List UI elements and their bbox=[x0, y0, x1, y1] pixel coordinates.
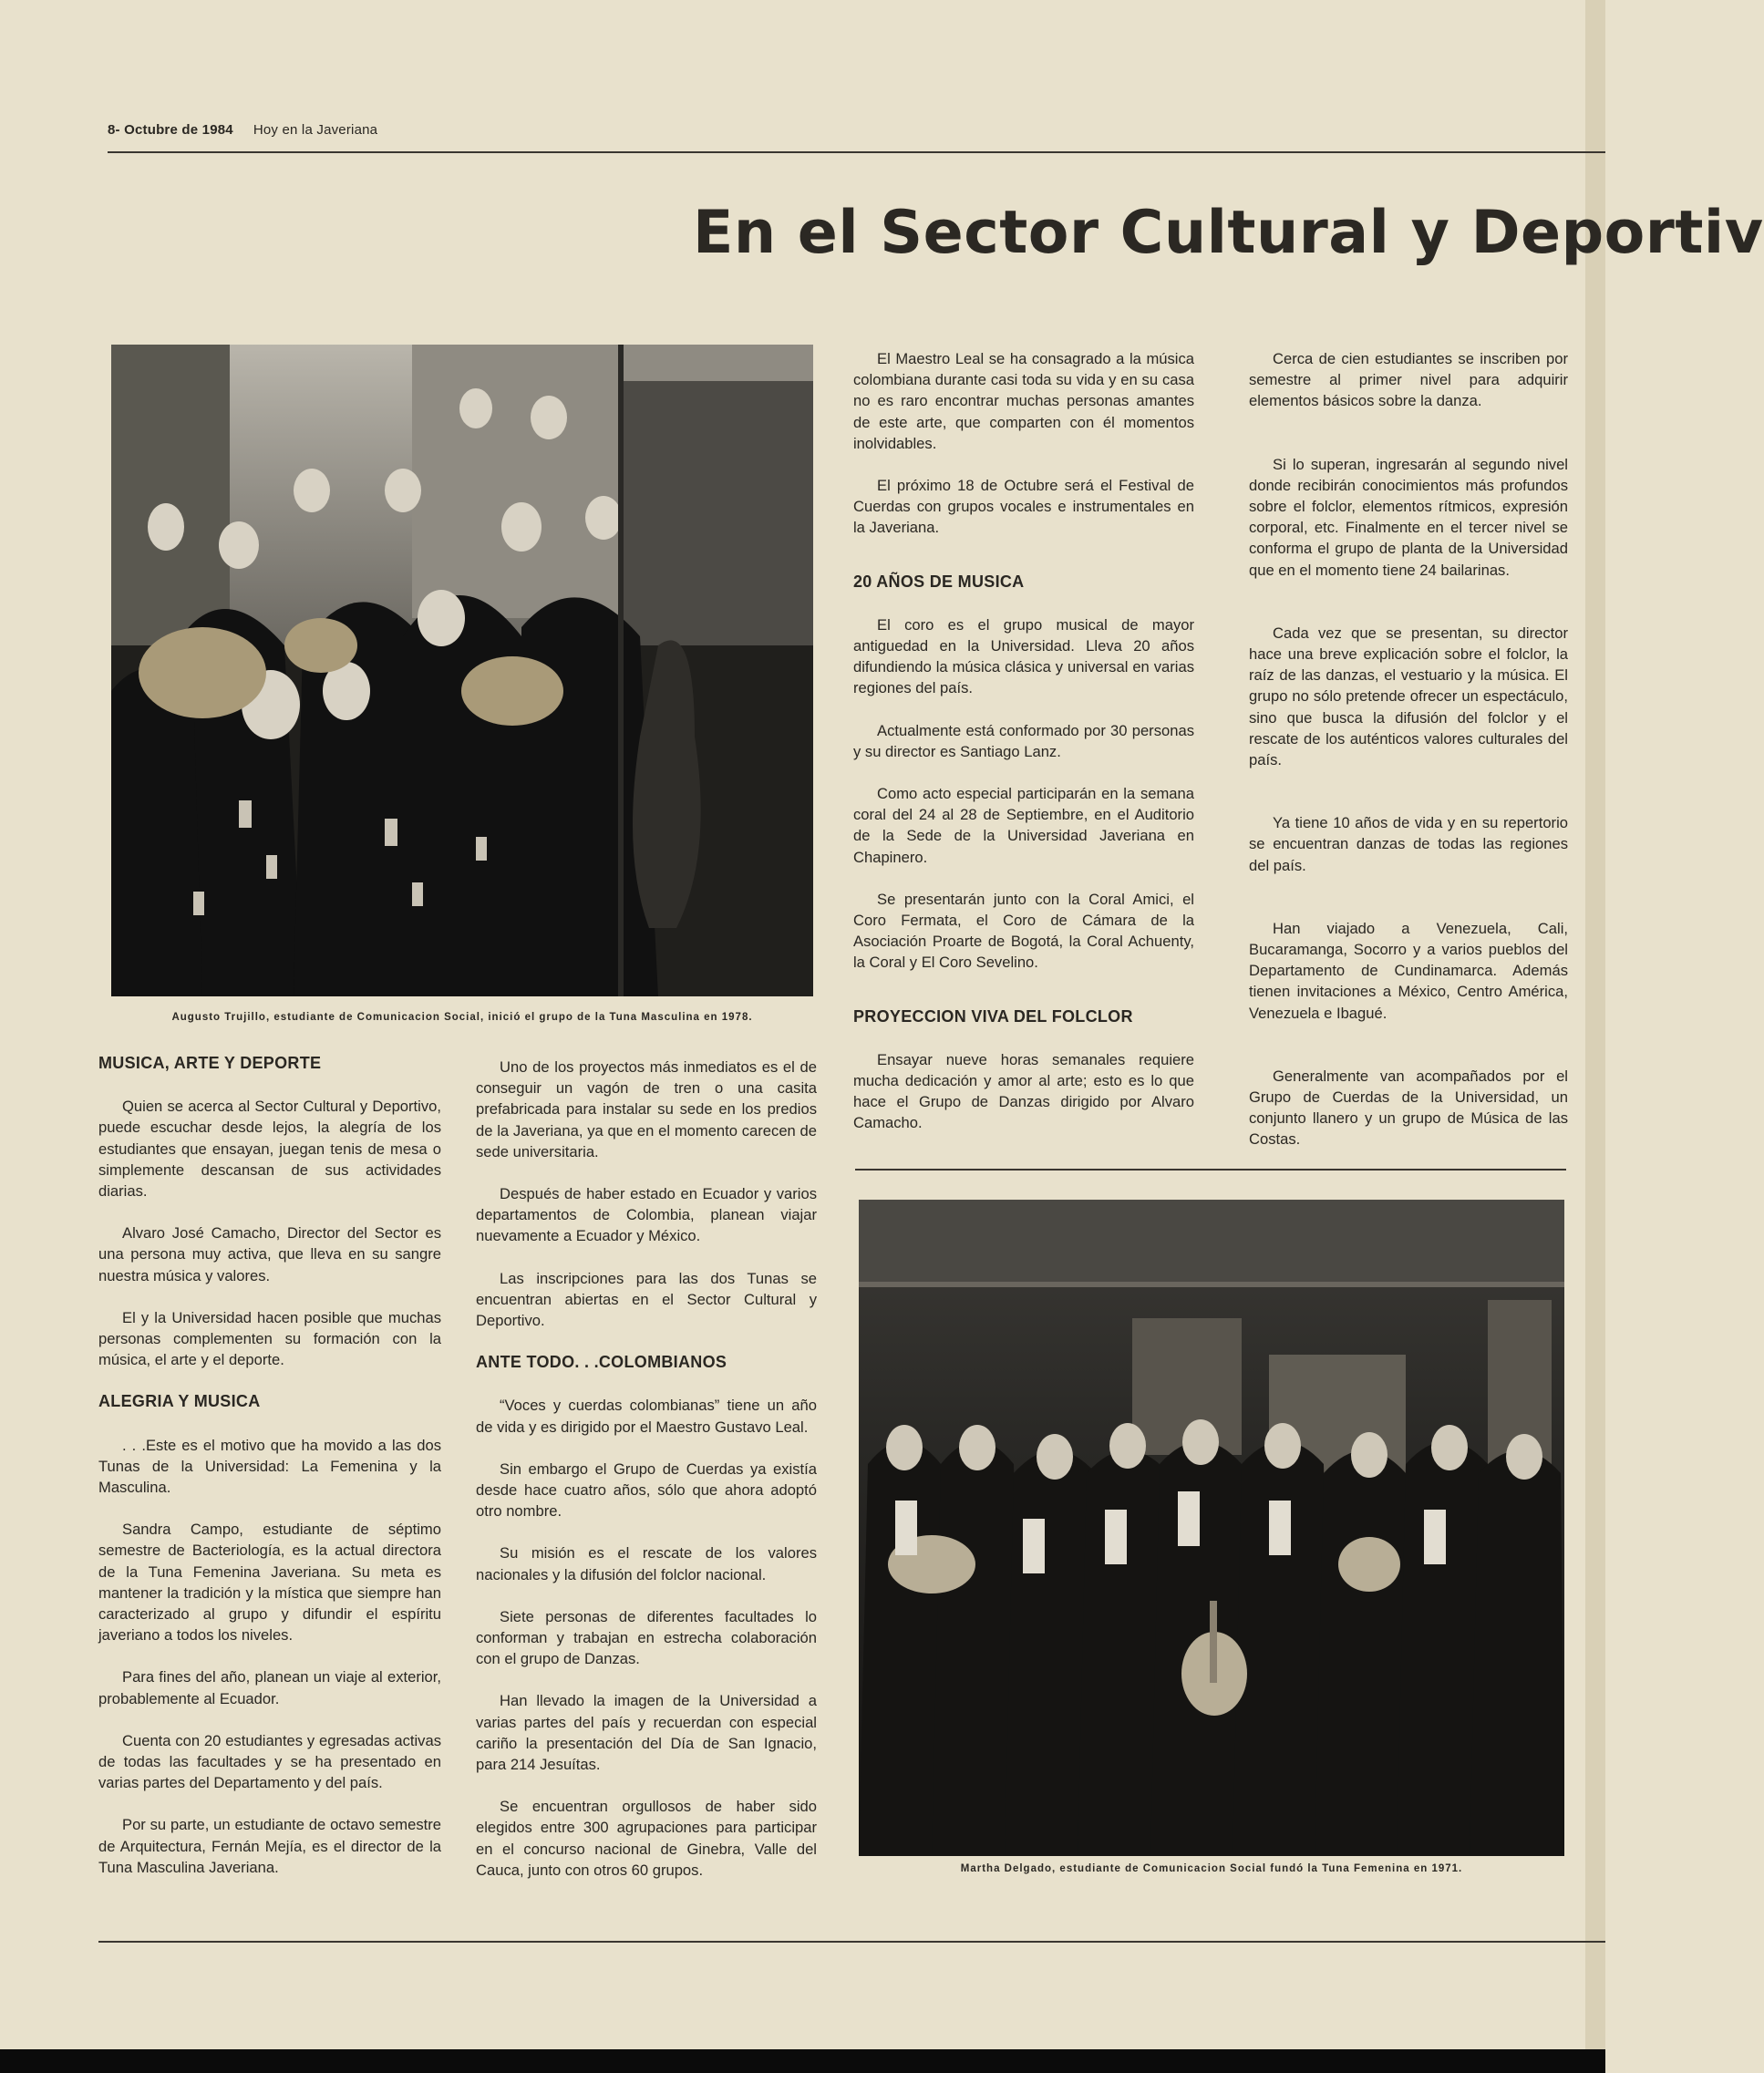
photo-tuna-masculina-illustration bbox=[111, 345, 813, 996]
paragraph: Ya tiene 10 años de vida y en su repertorio se encuentran danzas de todas las regiones del país. bbox=[1249, 814, 1568, 874]
scan-border bbox=[0, 2049, 1605, 2073]
paragraph: El coro es el grupo musical de mayor antiguedad en la Universidad. Lleva 20 años difundiendo la música clásica y universal en varias regiones del país. bbox=[853, 615, 1194, 697]
paragraph: Como acto especial participarán en la semana coral del 24 al 28 de Septiembre, en el Auditorio de la Sede de la Universidad Javeriana en Chapinero. bbox=[853, 785, 1194, 866]
paragraph: Han llevado la imagen de la Universidad a varias partes del país y recuerdan con especial cariño la presentación del Día de San Ignacio, para 214 Jesuítas. bbox=[476, 1692, 817, 1774]
page-header bbox=[108, 122, 377, 138]
section-rule bbox=[855, 1169, 1566, 1171]
paragraph: Si lo superan, ingresarán al segundo nivel donde recibirán conocimientos más profundos sobre el folclor, elementos rítmicos, expresión corporal, etc. Finalmente en el tercer nivel se conforma el grupo de planta de la Universidad que en el momento tiene 24 bailarinas. bbox=[1249, 455, 1568, 579]
photo-tuna-masculina bbox=[111, 345, 813, 996]
paragraph: Sandra Campo, estudiante de séptimo semestre de Bacteriología, es la actual directora de la Tuna Femenina Javeriana. Su meta es mantener la tradición y la mística que siempre han caracterizado al grupo y difundir el espíritu javeriano a todos los niveles. bbox=[98, 1521, 441, 1645]
photo-tuna-masculina-caption: Augusto Trujillo, estudiante de Comunicacion Social, inició el grupo de la Tuna Masculina en 1978. bbox=[171, 1012, 753, 1023]
section-heading-proyeccion-viva-folclor: PROYECCION VIVA DEL FOLCLOR bbox=[853, 1006, 1133, 1026]
paragraph: Por su parte, un estudiante de octavo semestre de Arquitectura, Fernán Mejía, es el director de la Tuna Masculina Javeriana. bbox=[98, 1816, 441, 1876]
paragraph: Quien se acerca al Sector Cultural y Deportivo, puede escuchar desde lejos, la alegría de los estudiantes que ensayan, juegan tenis de mesa o simplemente descansan de sus actividades diarias. bbox=[98, 1098, 441, 1201]
paragraph: Han viajado a Venezuela, Cali, Bucaramanga, Socorro y a varios pueblos del Departamento de Cundinamarca. Además tienen invitaciones a México, Centro América, Venezuela e Ibagué. bbox=[1249, 919, 1568, 1022]
section-heading-ante-todo-colombianos: ANTE TODO. . .COLOMBIANOS bbox=[476, 1353, 727, 1372]
paragraph: Se encuentran orgullosos de haber sido elegidos entre 300 agrupaciones para participar en el concurso nacional de Ginebra, Valle del Cauca, junto con otros 60 grupos. bbox=[476, 1798, 817, 1879]
paragraph: Generalmente van acompañados por el Grupo de Cuerdas de la Universidad, un conjunto llanero y un grupo de Música de las Costas. bbox=[1249, 1067, 1568, 1149]
paragraph: Sin embargo el Grupo de Cuerdas ya existía desde hace cuatro años, sólo que ahora adoptó otro nombre. bbox=[476, 1459, 817, 1521]
paragraph: Alvaro José Camacho, Director del Sector es una persona muy activa, que lleva en su sangre nuestra música y valores. bbox=[98, 1224, 441, 1284]
column-3 bbox=[853, 348, 1194, 1155]
header-rule bbox=[108, 151, 1605, 153]
photo-tuna-femenina-caption: Martha Delgado, estudiante de Comunicacion Social fundó la Tuna Femenina en 1971. bbox=[960, 1863, 1463, 1874]
paragraph: El y la Universidad hacen posible que muchas personas complementen su formación con la música, el arte y el deporte. bbox=[98, 1308, 441, 1369]
section-heading-alegria-musica: ALEGRIA Y MUSICA bbox=[98, 1392, 261, 1411]
footer-rule bbox=[98, 1941, 1605, 1943]
paragraph: Ensayar nueve horas semanales requiere mucha dedicación y amor al arte; esto es lo que hace el Grupo de Danzas dirigido por Alvaro Camacho. bbox=[853, 1050, 1194, 1132]
paragraph: Uno de los proyectos más inmediatos es el de conseguir un vagón de tren o una casita prefabricada para instalar su sede en los predios de la Javeriana, ya que en el momento carecen de sede universitaria. bbox=[476, 1058, 817, 1160]
paragraph: El Maestro Leal se ha consagrado a la música colombiana durante casi toda su vida y en su casa no es raro encontrar muchas personas amantes de este arte, que comparten con él momentos inolvidables. bbox=[853, 350, 1194, 452]
paragraph: Cerca de cien estudiantes se inscriben por semestre al primer nivel para adquirir elementos básicos sobre la danza. bbox=[1249, 350, 1568, 410]
paragraph: Se presentarán junto con la Coral Amici, el Coro Fermata, el Coro de Cámara de la Asociación Proarte de Bogotá, la Coral Achuenty, la Coral y El Coro Sevelino. bbox=[853, 890, 1194, 972]
paragraph: Cuenta con 20 estudiantes y egresadas activas de todas las facultades y se ha presentado en varias partes del Departamento y del país. bbox=[98, 1731, 441, 1792]
photo-tuna-femenina bbox=[859, 1200, 1564, 1856]
publication-name: Hoy en la Javeriana bbox=[253, 122, 378, 138]
paragraph: . . .Este es el motivo que ha movido a las dos Tunas de la Universidad: La Femenina y la Masculina. bbox=[98, 1436, 441, 1497]
section-heading-20-anos-musica: 20 AÑOS DE MUSICA bbox=[853, 572, 1025, 591]
page-edge bbox=[1585, 0, 1605, 2073]
paragraph: Las inscripciones para las dos Tunas se encuentran abiertas en el Sector Cultural y Deportivo. bbox=[476, 1269, 817, 1330]
paragraph: Su misión es el rescate de los valores nacionales y la difusión del folclor nacional. bbox=[476, 1544, 817, 1583]
column-1 bbox=[98, 1053, 441, 1899]
column-2 bbox=[476, 1057, 817, 1902]
paragraph: “Voces y cuerdas colombianas” tiene un año de vida y es dirigido por el Maestro Gustavo Leal. bbox=[476, 1397, 817, 1436]
paragraph: El próximo 18 de Octubre será el Festival de Cuerdas con grupos vocales e instrumentales en la Javeriana. bbox=[853, 477, 1194, 537]
paragraph: Siete personas de diferentes facultades lo conforman y trabajan en estrecha colaboración con el grupo de Danzas. bbox=[476, 1607, 817, 1668]
column-4 bbox=[1249, 348, 1568, 1171]
section-heading-musica-arte-deporte: MUSICA, ARTE Y DEPORTE bbox=[98, 1054, 322, 1072]
headline: En el Sector Cultural y Deportiv bbox=[693, 199, 1764, 267]
page-number-date: 8- Octubre de 1984 bbox=[108, 122, 233, 138]
paragraph: Actualmente está conformado por 30 personas y su director es Santiago Lanz. bbox=[853, 721, 1194, 760]
paragraph: Cada vez que se presentan, su director hace una breve explicación sobre el folclor, la raíz de las danzas, el vestuario y la música. El grupo no sólo pretende ofrecer un espectáculo, sino que busca la difusión del folclor y el rescate de los auténticos valores culturales del país. bbox=[1249, 624, 1568, 769]
paragraph: Para fines del año, planean un viaje al exterior, probablemente al Ecuador. bbox=[98, 1668, 441, 1707]
photo-tuna-femenina-illustration bbox=[859, 1200, 1564, 1856]
paragraph: Después de haber estado en Ecuador y varios departamentos de Colombia, planean viajar nuevamente a Ecuador y México. bbox=[476, 1185, 817, 1245]
